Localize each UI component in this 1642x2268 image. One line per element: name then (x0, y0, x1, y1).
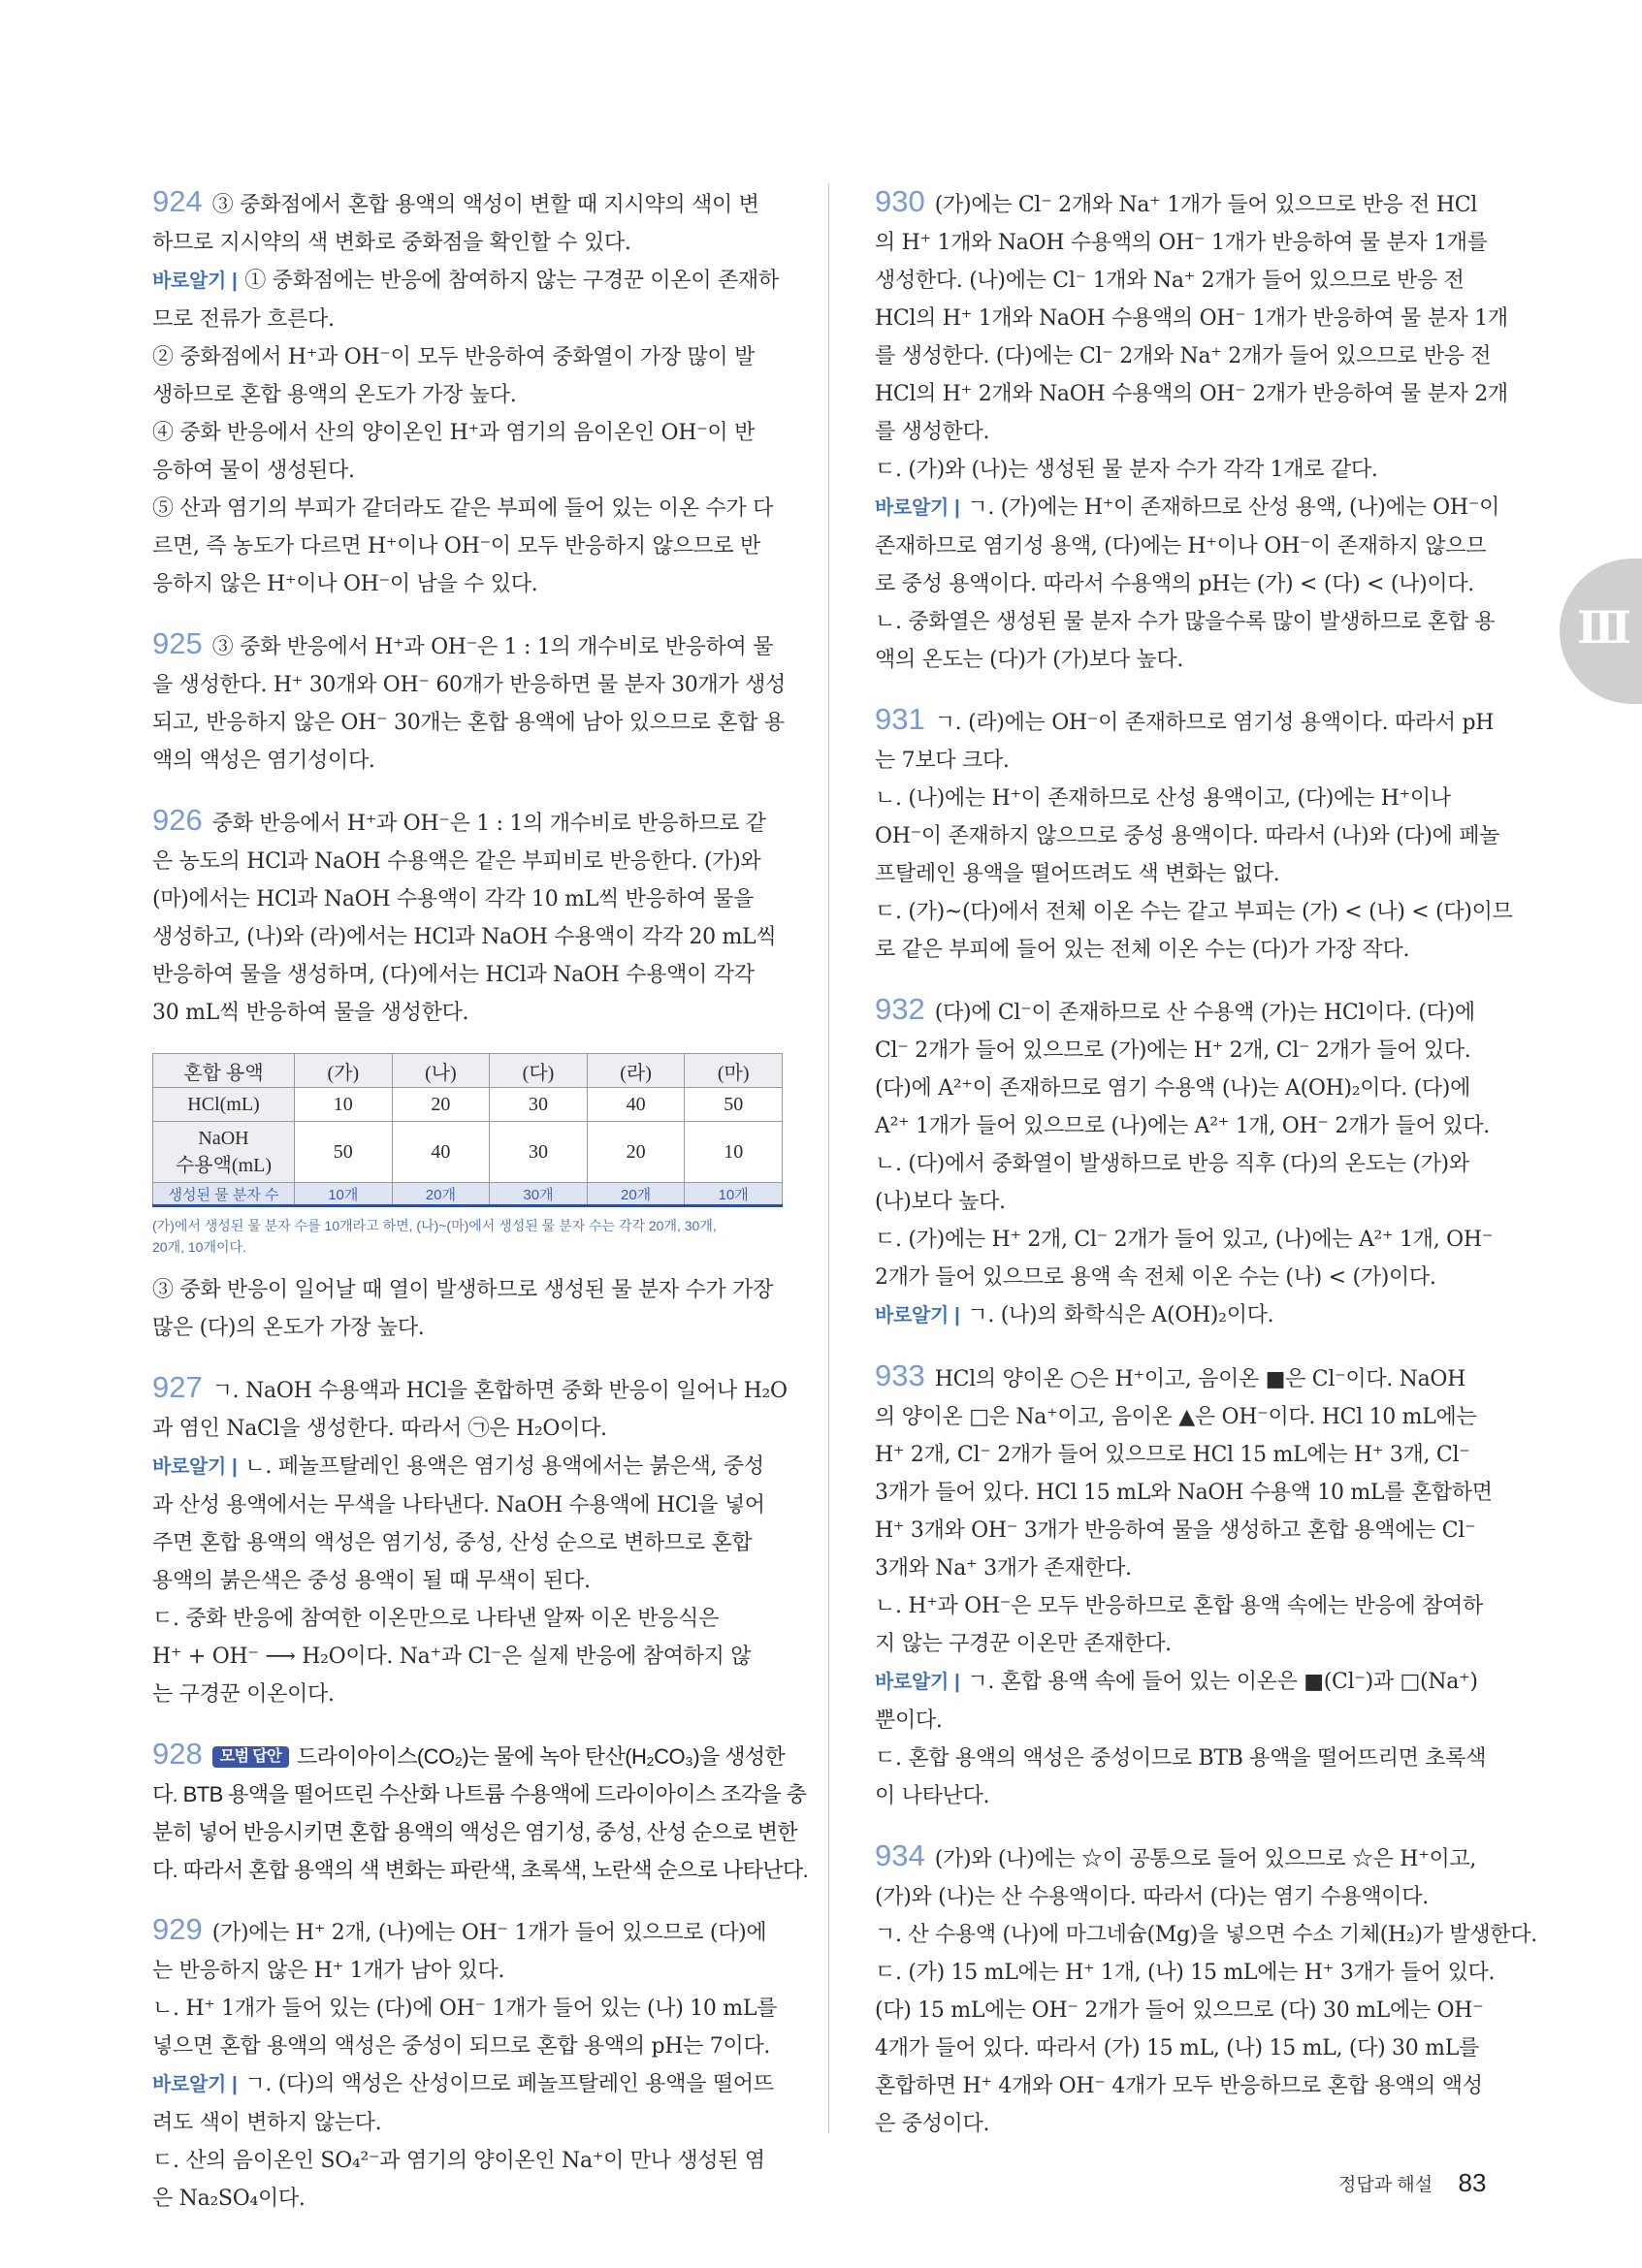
line-text: ㄱ. NaOH 수용액과 HCl을 혼합하면 중화 반응이 일어나 H₂O (211, 1379, 788, 1403)
text-line (875, 1296, 1505, 1335)
text-line (152, 1910, 783, 1952)
table-row-label-line: 수용액(mL) (175, 1155, 273, 1176)
table-note-line: (가)에서 생성된 물 분자 수를 10개라고 하면, (나)~(마)에서 생성된 물 분자 수는 각각 20개, 30개, (152, 1218, 717, 1233)
line-text: 3개가 들어 있다. HCl 15 mL와 NaOH 수용액 10 mL를 혼합하면 (875, 1481, 1493, 1505)
line-text: ㄱ. (라)에는 OH⁻이 존재하므로 염기성 용액이다. 따라서 pH (934, 711, 1495, 735)
table-result-row (153, 1183, 783, 1206)
line-text: 하므로 지시약의 색 변화로 중화점을 확인할 수 있다. (152, 231, 631, 255)
line-text: 는 구경꾼 이온이다. (152, 1682, 335, 1707)
text-line (875, 1398, 1505, 1436)
line-text: 생성한다. (나)에는 Cl⁻ 1개와 Na⁺ 2개가 들어 있으므로 반응 전 (875, 269, 1465, 293)
line-text: 용액의 붉은색은 중성 용액이 될 때 무색이 된다. (152, 1569, 591, 1593)
page-number: 83 (1458, 2168, 1487, 2197)
table-cell: 40 (392, 1122, 490, 1183)
line-text: HCl의 H⁺ 2개와 NaOH 수용액의 OH⁻ 2개가 반응하여 물 분자 2개 (875, 382, 1508, 406)
line-text: 30 mL씩 반응하여 물을 생성한다. (152, 1001, 469, 1025)
answer-item (152, 801, 783, 1032)
line-text: ㄱ. (나)의 화학식은 A(OH)₂이다. (967, 1303, 1274, 1327)
text-line (875, 855, 1505, 893)
table-header-cell: (다) (490, 1054, 588, 1088)
table-cell: 50 (295, 1122, 393, 1183)
text-line (875, 2029, 1505, 2067)
text-line (152, 1638, 783, 1676)
left-items-3 (152, 1910, 783, 2218)
line-text: 3개와 Na⁺ 3개가 존재한다. (875, 1556, 1132, 1581)
table-note (152, 1215, 783, 1258)
item-number: 932 (875, 992, 925, 1026)
table-header-cell: (가) (295, 1054, 393, 1088)
text-line (152, 182, 783, 224)
text-line (152, 2065, 783, 2104)
table-row-label: HCl(mL) (153, 1088, 295, 1122)
line-text: ② 중화점에서 H⁺과 OH⁻이 모두 반응하여 중화열이 가장 많이 발 (152, 345, 756, 369)
text-line (875, 1070, 1505, 1107)
item-number: 928 (152, 1737, 203, 1771)
text-line (152, 994, 783, 1032)
line-text: 지 않는 구경꾼 이온만 존재한다. (875, 1632, 1172, 1656)
text-line (152, 2028, 783, 2065)
text-line (152, 224, 783, 262)
text-line (152, 801, 783, 843)
line-text: 는 7보다 크다. (875, 749, 1010, 773)
item-number: 931 (875, 702, 925, 736)
table-header-row (153, 1054, 783, 1088)
page-footer (1338, 2168, 1486, 2198)
text-line (152, 2142, 783, 2180)
line-text: ㄴ. H⁺ 1개가 들어 있는 (다)에 OH⁻ 1개가 들어 있는 (나) 10 mL를 (152, 1996, 778, 2021)
text-line (875, 603, 1505, 641)
item-number: 929 (152, 1912, 203, 1946)
correction-tag: 바로알기 | (152, 1456, 237, 1478)
text-line (152, 2104, 783, 2142)
table-cell: 10개 (295, 1183, 393, 1206)
text-line (875, 1436, 1505, 1474)
line-text: (가)에는 H⁺ 2개, (나)에는 OH⁻ 1개가 들어 있으므로 (다)에 (211, 1921, 767, 1945)
after-table-text (152, 1271, 783, 1347)
line-text: H⁺ 2개, Cl⁻ 2개가 들어 있으므로 HCl 15 mL에는 H⁺ 3개, Cl⁻ (875, 1443, 1470, 1467)
right-items (875, 182, 1537, 2143)
line-text: ③ 중화 반응에서 H⁺과 OH⁻은 1 : 1의 개수비로 반응하여 물 (211, 635, 774, 659)
line-text: ㄴ. (나)에는 H⁺이 존재하므로 산성 용액이고, (다)에는 H⁺이나 (875, 786, 1451, 811)
text-line (875, 641, 1505, 679)
line-text: ③ 중화점에서 혼합 용액의 액성이 변할 때 지시약의 색이 변 (211, 193, 759, 217)
line-text: H⁺ + OH⁻ ⟶ H₂O이다. Na⁺과 Cl⁻은 실제 반응에 참여하지 않 (152, 1645, 752, 1669)
text-line (875, 1663, 1505, 1702)
line-text: ㄴ. 중화열은 생성된 물 분자 수가 많을수록 많이 발생하므로 혼합 용 (875, 610, 1496, 634)
line-text: 과 염인 NaCl을 생성한다. 따라서 ㉠은 H₂O이다. (152, 1417, 607, 1441)
line-text: 응하지 않은 H⁺이나 OH⁻이 남을 수 있다. (152, 572, 538, 596)
text-line (152, 918, 783, 956)
answer-item (152, 1368, 788, 1713)
line-text: 를 생성한다. (다)에는 Cl⁻ 2개와 Na⁺ 2개가 들어 있으므로 반응 전 (875, 344, 1492, 368)
text-line (152, 490, 783, 527)
text-line (875, 742, 1505, 780)
table-cell: 30 (490, 1088, 588, 1122)
text-line (152, 262, 783, 301)
text-line (875, 2067, 1505, 2105)
text-line (152, 624, 783, 666)
text-line (875, 817, 1505, 855)
text-line (875, 1357, 1505, 1398)
line-text: H⁺ 3개와 OH⁻ 3개가 반응하여 물을 생성하고 혼합 용액에는 Cl⁻ (875, 1518, 1476, 1543)
line-text: 르면, 즉 농도가 다르면 H⁺이나 OH⁻이 모두 반응하지 않으므로 반 (152, 534, 760, 559)
text-line (875, 1916, 1537, 1954)
line-text: 되고, 반응하지 않은 OH⁻ 30개는 혼합 용액에 남아 있으므로 혼합 용 (152, 711, 785, 735)
model-answer-first-line (152, 1735, 786, 1775)
table-cell: 50 (685, 1088, 783, 1122)
correction-tag: 바로알기 | (875, 1672, 959, 1693)
text-line (152, 956, 783, 994)
line-text: 이 나타난다. (875, 1784, 990, 1808)
text-line (875, 1702, 1505, 1740)
text-line (875, 1992, 1505, 2029)
line-text: 생성하고, (나)와 (라)에서는 HCl과 NaOH 수용액이 각각 20 mL씩 (152, 925, 777, 949)
table-cell: 10 (685, 1122, 783, 1183)
line-text: 은 Na₂SO₄이다. (152, 2187, 306, 2211)
correction-tag: 바로알기 | (152, 2074, 237, 2095)
text-line (875, 1107, 1505, 1145)
line-text: ㄱ. 산 수용액 (나)에 마그네슘(Mg)을 넣으면 수소 기체(H₂)가 발생한다. (875, 1923, 1537, 1947)
text-line (875, 990, 1505, 1032)
text-line (875, 224, 1505, 262)
line-text: ④ 중화 반응에서 산의 양이온인 H⁺과 염기의 음이온인 OH⁻이 반 (152, 421, 756, 445)
text-line (875, 1954, 1505, 1992)
line-text: 4개가 들어 있다. 따라서 (가) 15 mL, (나) 15 mL, (다) 30 mL를 (875, 2036, 1479, 2060)
text-line (152, 1600, 783, 1638)
line-text: 의 양이온 □은 Na⁺이고, 음이온 ▲은 OH⁻이다. HCl 10 mL에는 (875, 1405, 1477, 1429)
text-line (875, 1625, 1505, 1663)
text-line (152, 1990, 783, 2028)
line-text: ㄷ. (가) 15 mL에는 H⁺ 1개, (나) 15 mL에는 H⁺ 3개가 들어 있다. (875, 1961, 1496, 1985)
line-text: 응하여 물이 생성된다. (152, 459, 355, 483)
line-text: ㄷ. 혼합 용액의 액성은 중성이므로 BTB 용액을 떨어뜨리면 초록색 (875, 1746, 1487, 1771)
chapter-tab-label: Ⅲ (1577, 601, 1630, 654)
column-divider (828, 184, 829, 2133)
text-line: ③ 중화 반응이 일어날 때 열이 발생하므로 생성된 물 분자 수가 가장 (152, 1278, 774, 1302)
line-text: 은 중성이다. (875, 2112, 990, 2136)
text-line (875, 1221, 1505, 1259)
model-answer-badge: 모범 답안 (212, 1746, 289, 1768)
text-line (875, 565, 1505, 603)
line-text: 넣으면 혼합 용액의 액성은 중성이 되므로 혼합 용액의 pH는 7이다. (152, 2034, 771, 2059)
table-cell: 20개 (587, 1183, 685, 1206)
table-row (153, 1088, 783, 1122)
chapter-tab (1560, 559, 1642, 704)
line-text: (가)와 (나)는 산 수용액이다. 따라서 (다)는 염기 수용액이다. (875, 1885, 1429, 1909)
table-row (153, 1122, 783, 1183)
text-line (875, 527, 1505, 565)
text-line (875, 300, 1508, 337)
text-line (152, 565, 783, 603)
line-text: ㄴ. H⁺과 OH⁻은 모두 반응하므로 혼합 용액 속에는 반응에 참여하 (875, 1594, 1483, 1618)
line-text: 액의 온도는 (다)가 (가)보다 높다. (875, 648, 1184, 672)
neutralization-table (152, 1053, 783, 1207)
text-line (152, 1410, 783, 1448)
text-line (152, 2180, 783, 2218)
line-text: 과 산성 용액에서는 무색을 나타낸다. NaOH 수용액에 HCl을 넣어 (152, 1493, 765, 1517)
item-number: 930 (875, 184, 925, 218)
table-row-label-line: NaOH (198, 1128, 249, 1149)
line-text: Cl⁻ 2개가 들어 있으므로 (가)에는 H⁺ 2개, Cl⁻ 2개가 들어 있다. (875, 1038, 1471, 1063)
line-text: 뿐이다. (875, 1709, 943, 1733)
text-line (875, 489, 1505, 527)
line-text: 의 H⁺ 1개와 NaOH 수용액의 OH⁻ 1개가 반응하여 물 분자 1개를 (875, 231, 1488, 255)
table-cell: 20 (392, 1088, 490, 1122)
text-line (875, 413, 1505, 451)
text-line (152, 1562, 783, 1600)
line-text: (가)에는 Cl⁻ 2개와 Na⁺ 1개가 들어 있으므로 반응 전 HCl (934, 193, 1477, 217)
item-number: 927 (152, 1370, 203, 1404)
text-line (875, 1474, 1505, 1512)
line-text: 므로 전류가 흐른다. (152, 307, 335, 332)
text-line (152, 843, 783, 880)
text-line (875, 1587, 1505, 1625)
model-answer-text: 드라이아이스(CO₂)는 물에 녹아 탄산(H₂CO₃)을 생성한 (297, 1744, 786, 1769)
table-header-cell: (라) (587, 1054, 685, 1088)
text-line (875, 1878, 1505, 1916)
text-line (152, 880, 783, 918)
table-note-line: 20개, 10개이다. (152, 1239, 246, 1255)
line-text: 혼합하면 H⁺ 4개와 OH⁻ 4개가 모두 반응하므로 혼합 용액의 액성 (875, 2074, 1483, 2098)
line-text: ㄱ. (가)에는 H⁺이 존재하므로 산성 용액, (나)에는 OH⁻이 (967, 495, 1500, 520)
table-cell: 20 (587, 1122, 685, 1183)
correction-tag: 바로알기 | (875, 1305, 959, 1326)
answer-item (152, 624, 786, 780)
model-answer-line: 다. BTB 용액을 떨어뜨린 수산화 나트륨 수용액에 드라이아이스 조각을 충 (152, 1782, 807, 1806)
correction-tag: 바로알기 | (152, 271, 237, 292)
text-line (875, 1259, 1505, 1296)
text-line (152, 1448, 783, 1486)
text-line (875, 1032, 1505, 1070)
text-line (152, 1368, 788, 1410)
text-line (875, 1740, 1505, 1777)
line-text: 은 농도의 HCl과 NaOH 수용액은 같은 부피비로 반응한다. (가)와 (152, 849, 761, 874)
line-text: 을 생성한다. H⁺ 30개와 OH⁻ 60개가 반응하면 물 분자 30개가 생성 (152, 673, 786, 697)
line-text: ㄷ. 산의 음이온인 SO₄²⁻과 염기의 양이온인 Na⁺이 만나 생성된 염 (152, 2149, 765, 2173)
answer-item (875, 990, 1505, 1335)
line-text: 액의 액성은 염기성이다. (152, 749, 375, 773)
line-text: ㄷ. 중화 반응에 참여한 이온만으로 나타낸 알짜 이온 반응식은 (152, 1607, 720, 1631)
line-text: 반응하여 물을 생성하며, (다)에서는 HCl과 NaOH 수용액이 각각 (152, 963, 755, 987)
text-line (152, 1524, 783, 1562)
line-text: 로 같은 부피에 들어 있는 전체 이온 수는 (다)가 가장 작다. (875, 938, 1410, 962)
line-text: ㄴ. (다)에서 중화열이 발생하므로 반응 직후 (다)의 온도는 (가)와 (875, 1152, 1469, 1176)
table-cell: 20개 (392, 1183, 490, 1206)
model-answer-line: 분히 넣어 반응시키면 혼합 용액의 액성은 염기성, 중성, 산성 순으로 변한 (152, 1820, 798, 1844)
line-text: (다)에 A²⁺이 존재하므로 염기 수용액 (나)는 A(OH)₂이다. (다)에 (875, 1076, 1471, 1101)
text-line (875, 893, 1513, 931)
line-text: (다) 15 mL에는 OH⁻ 2개가 들어 있으므로 (다) 30 mL에는 OH⁻ (875, 1998, 1484, 2023)
correction-tag: 바로알기 | (875, 497, 959, 519)
text-line (875, 780, 1505, 817)
model-answer-line: 다. 따라서 혼합 용액의 색 변화는 파란색, 초록색, 노란색 순으로 나타난다. (152, 1858, 809, 1882)
text-line (875, 2105, 1505, 2143)
line-text: (다)에 Cl⁻이 존재하므로 산 수용액 (가)는 HCl이다. (다)에 (934, 1001, 1475, 1025)
line-text: 생하므로 혼합 용액의 온도가 가장 높다. (152, 383, 517, 407)
line-text: ㄷ. (가)~(다)에서 전체 이온 수는 같고 부피는 (가) < (나) < (다)이므 (875, 900, 1513, 924)
answer-item (875, 700, 1513, 969)
line-text: OH⁻이 존재하지 않으므로 중성 용액이다. 따라서 (나)와 (다)에 페놀 (875, 824, 1500, 848)
line-text: ㄱ. (다)의 액성은 산성이므로 페놀프탈레인 용액을 떨어뜨 (244, 2072, 774, 2096)
text-line (875, 1549, 1505, 1587)
model-answer-item (152, 1735, 809, 1889)
text-line (152, 452, 783, 490)
text-line (875, 1183, 1505, 1221)
text-line (152, 376, 783, 414)
text-line (875, 182, 1505, 224)
item-number: 926 (152, 803, 203, 837)
text-line (875, 1145, 1505, 1183)
text-line (152, 704, 783, 742)
item-number: 934 (875, 1838, 925, 1872)
text-line (152, 527, 783, 565)
line-text: ㄷ. (가)에는 H⁺ 2개, Cl⁻ 2개가 들어 있고, (나)에는 A²⁺ 1개, OH⁻ (875, 1228, 1494, 1252)
table-row-label: 생성된 물 분자 수 (153, 1183, 295, 1206)
text-line (875, 1512, 1505, 1549)
table-header-cell: 혼합 용액 (153, 1054, 295, 1088)
left-column (152, 182, 809, 2239)
text-line (875, 262, 1505, 300)
line-text: 로 중성 용액이다. 따라서 수용액의 pH는 (가) < (다) < (나)이다. (875, 572, 1474, 596)
item-number: 924 (152, 184, 203, 218)
text-line (875, 337, 1505, 375)
line-text: ㄱ. 혼합 용액 속에 들어 있는 이온은 ■(Cl⁻)과 □(Na⁺) (967, 1670, 1478, 1694)
text-line (152, 1676, 783, 1713)
text-line (152, 301, 783, 338)
line-text: HCl의 양이온 ○은 H⁺이고, 음이온 ■은 Cl⁻이다. NaOH (934, 1367, 1466, 1391)
text-line (875, 1777, 1505, 1815)
line-text: 주면 혼합 용액의 액성은 염기성, 중성, 산성 순으로 변하므로 혼합 (152, 1531, 753, 1555)
line-text: 려도 색이 변하지 않는다. (152, 2111, 382, 2135)
answer-item (152, 1910, 783, 2218)
table-cell: 10 (295, 1088, 393, 1122)
answer-item (875, 1357, 1505, 1815)
answer-item (875, 1837, 1537, 2143)
item-number: 925 (152, 626, 203, 660)
text-line (875, 375, 1508, 413)
table-header-cell: (나) (392, 1054, 490, 1088)
line-text: HCl의 H⁺ 1개와 NaOH 수용액의 OH⁻ 1개가 반응하여 물 분자 1개 (875, 306, 1508, 331)
line-text: A²⁺ 1개가 들어 있으므로 (나)에는 A²⁺ 1개, OH⁻ 2개가 들어 있다. (875, 1114, 1490, 1138)
table-cell: 30 (490, 1122, 588, 1183)
right-column (875, 182, 1537, 2164)
line-text: (나)보다 높다. (875, 1190, 1006, 1214)
answer-item (875, 182, 1508, 679)
line-text: 프탈레인 용액을 떨어뜨려도 색 변화는 없다. (875, 862, 1280, 886)
line-text: ① 중화점에는 반응에 참여하지 않는 구경꾼 이온이 존재하 (244, 269, 779, 293)
line-text: 존재하므로 염기성 용액, (다)에는 H⁺이나 OH⁻이 존재하지 않으므 (875, 534, 1487, 559)
left-items-1 (152, 182, 786, 1032)
item-number: 933 (875, 1358, 925, 1392)
line-text: (가)와 (나)에는 ☆이 공통으로 들어 있으므로 ☆은 H⁺이고, (934, 1847, 1477, 1871)
text-line (152, 414, 783, 452)
line-text: ⑤ 산과 염기의 부피가 같더라도 같은 부피에 들어 있는 이온 수가 다 (152, 496, 774, 521)
table-cell: 30개 (490, 1183, 588, 1206)
line-text: (마)에서는 HCl과 NaOH 수용액이 각각 10 mL씩 반응하여 물을 (152, 887, 755, 911)
text-line (875, 931, 1505, 969)
table-row-label (153, 1122, 295, 1183)
line-text: 2개가 들어 있으므로 용액 속 전체 이온 수는 (나) < (가)이다. (875, 1265, 1436, 1290)
line-text: 를 생성한다. (875, 420, 990, 444)
table-cell: 10개 (685, 1183, 783, 1206)
text-line (152, 1486, 783, 1524)
line-text: 는 반응하지 않은 H⁺ 1개가 남아 있다. (152, 1959, 505, 1983)
line-text: ㄴ. 페놀프탈레인 용액은 염기성 용액에서는 붉은색, 중성 (244, 1454, 764, 1479)
footer-title: 정답과 해설 (1338, 2175, 1433, 2195)
answer-item (152, 182, 783, 603)
left-items-2 (152, 1368, 788, 1713)
table-cell: 40 (587, 1088, 685, 1122)
text-line (875, 1837, 1505, 1878)
text-line (152, 338, 783, 376)
text-line (875, 451, 1505, 489)
text-line: 많은 (다)의 온도가 가장 높다. (152, 1316, 425, 1340)
line-text: 중화 반응에서 H⁺과 OH⁻은 1 : 1의 개수비로 반응하므로 같 (211, 812, 766, 836)
text-line (152, 1952, 783, 1990)
text-line (152, 666, 786, 704)
table-header-cell: (마) (685, 1054, 783, 1088)
text-line (152, 742, 783, 780)
text-line (875, 700, 1505, 742)
line-text: ㄷ. (가)와 (나)는 생성된 물 분자 수가 각각 1개로 같다. (875, 458, 1378, 482)
